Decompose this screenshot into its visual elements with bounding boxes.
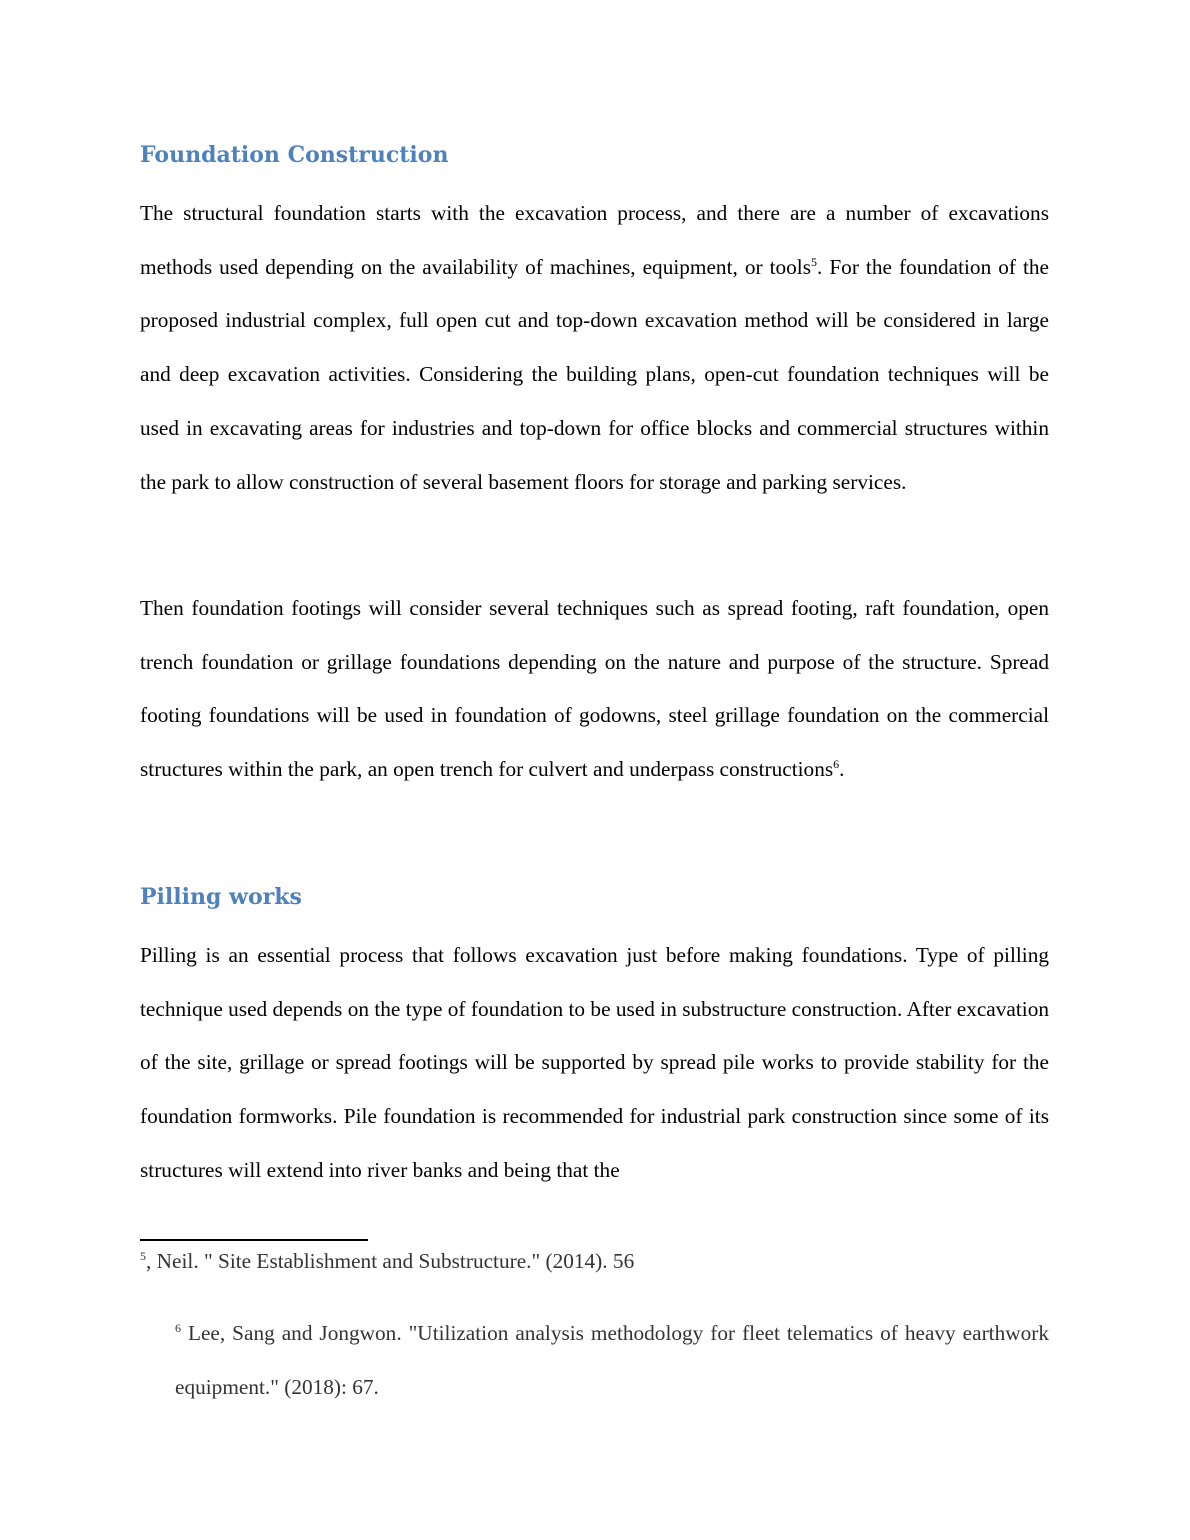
footnote-5 <box>140 1246 1049 1276</box>
paragraph-pilling: Pilling is an essential process that follows excavation just before making foundations. Type of pilling technique used depends on the type of foundation to be used in substructure construction. After excavation of the site, grillage or spread footings will be supported by spread pile works to provide stability for the foundation formworks. Pile foundation is recommended for industrial park construction since some of its structures will extend into river banks and being that the <box>140 943 1049 1182</box>
footnote-number: 6 <box>175 1320 181 1335</box>
footnote-text: , Neil. " Site Establishment and Substructure." (2014). 56 <box>146 1249 635 1273</box>
paragraph-foundation-excavation <box>140 187 1049 509</box>
heading-foundation-construction: Foundation Construction <box>140 142 449 168</box>
heading-pilling-works: Pilling works <box>140 884 302 910</box>
footnote-text: Lee, Sang and Jongwon. "Utilization analysis methodology for fleet telematics of heavy earthwork equipment." (2018): 67. <box>175 1321 1049 1399</box>
footnote-ref-5[interactable]: 5 <box>811 254 817 269</box>
footnote-ref-6[interactable]: 6 <box>833 757 840 772</box>
footnote-6 <box>175 1307 1049 1414</box>
paragraph-text: Then foundation footings will consider several techniques such as spread footing, raft foundation, open trench foundation or grillage foundations depending on the nature and purpose of the structure. Spread footing foundations will be used in foundation of godowns, steel grillage foundation on the commercial structures within the park, an open trench for culvert and underpass constructions <box>140 596 1049 782</box>
paragraph-text: The structural foundation starts with the excavation process, and there are a number of excavations methods used depending on the availability of machines, equipment, or tools <box>140 201 1049 279</box>
paragraph-foundation-footings <box>140 582 1049 797</box>
footnote-number: 5 <box>140 1248 146 1263</box>
footnote-separator <box>140 1239 368 1241</box>
paragraph-text: . For the foundation of the proposed industrial complex, full open cut and top-down excavation method will be considered in large and deep excavation activities. Considering the building plans, open-cut foundation techniques will be used in excavating areas for industries and top-down for office blocks and commercial structures within the park to allow construction of several basement floors for storage and parking services. <box>140 254 1049 494</box>
paragraph-text: . <box>839 757 845 782</box>
